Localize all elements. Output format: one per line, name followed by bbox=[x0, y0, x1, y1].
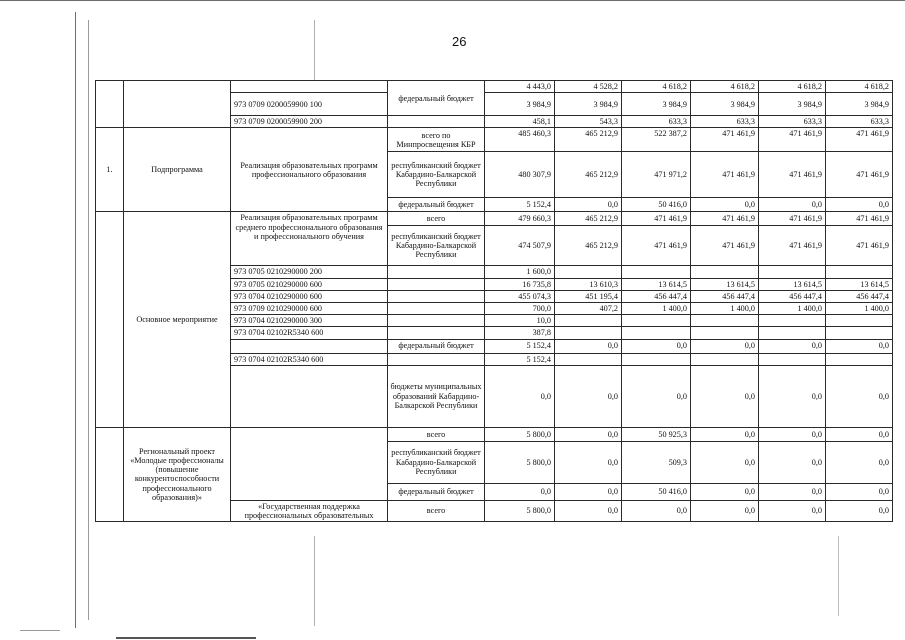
value-cell: 0,0 bbox=[826, 483, 893, 500]
code-cell bbox=[231, 339, 388, 353]
source-cell: федеральный бюджет bbox=[388, 81, 485, 116]
value-cell: 471 461,9 bbox=[691, 152, 759, 198]
source-cell bbox=[388, 290, 485, 302]
page-number: 26 bbox=[452, 34, 467, 49]
value-cell: 1 400,0 bbox=[691, 302, 759, 314]
value-cell bbox=[759, 353, 826, 365]
source-cell bbox=[388, 302, 485, 314]
value-cell: 471 461,9 bbox=[826, 226, 893, 266]
value-cell: 471 461,9 bbox=[622, 226, 691, 266]
name-cell: «Государственная поддержка профессиональных образовательных bbox=[231, 500, 388, 521]
value-cell: 0,0 bbox=[485, 483, 555, 500]
value-cell: 471 461,9 bbox=[691, 128, 759, 152]
source-cell: федеральный бюджет bbox=[388, 198, 485, 212]
number-cell bbox=[96, 212, 124, 427]
value-cell: 5 152,4 bbox=[485, 198, 555, 212]
value-cell: 479 660,3 bbox=[485, 212, 555, 226]
source-cell: всего bbox=[388, 500, 485, 521]
code-cell bbox=[231, 81, 388, 93]
type-cell: Региональный проект «Молодые профессионалы (повышение конкурентоспособности профессионального образования)» bbox=[124, 427, 231, 521]
value-cell: 1 400,0 bbox=[622, 302, 691, 314]
table-row bbox=[96, 212, 893, 226]
value-cell: 471 461,9 bbox=[759, 152, 826, 198]
value-cell: 471 461,9 bbox=[759, 128, 826, 152]
value-cell: 455 074,3 bbox=[485, 290, 555, 302]
value-cell: 0,0 bbox=[759, 500, 826, 521]
type-cell bbox=[124, 81, 231, 128]
value-cell: 509,3 bbox=[622, 441, 691, 483]
scan-left-tick bbox=[20, 630, 60, 631]
table-row bbox=[96, 427, 893, 441]
value-cell: 633,3 bbox=[691, 116, 759, 128]
value-cell: 465 212,9 bbox=[555, 226, 622, 266]
value-cell: 0,0 bbox=[759, 198, 826, 212]
value-cell: 471 461,9 bbox=[759, 226, 826, 266]
value-cell: 13 614,5 bbox=[826, 278, 893, 290]
value-cell: 3 984,9 bbox=[485, 93, 555, 116]
value-cell: 471 461,9 bbox=[691, 212, 759, 226]
value-cell: 633,3 bbox=[826, 116, 893, 128]
value-cell: 13 614,5 bbox=[759, 278, 826, 290]
value-cell: 480 307,9 bbox=[485, 152, 555, 198]
value-cell: 0,0 bbox=[759, 427, 826, 441]
value-cell: 16 735,8 bbox=[485, 278, 555, 290]
code-cell bbox=[231, 365, 388, 427]
code-cell: 973 0709 0200059900 200 bbox=[231, 116, 388, 128]
value-cell: 1 400,0 bbox=[759, 302, 826, 314]
name-cell: Реализация образовательных программ профессионального образования bbox=[231, 128, 388, 212]
source-cell bbox=[388, 266, 485, 278]
value-cell: 0,0 bbox=[826, 427, 893, 441]
scan-right-dash bbox=[838, 536, 839, 616]
number-cell: 1. bbox=[96, 128, 124, 212]
value-cell: 0,0 bbox=[622, 339, 691, 353]
value-cell: 0,0 bbox=[759, 365, 826, 427]
value-cell: 633,3 bbox=[622, 116, 691, 128]
source-cell: всего bbox=[388, 212, 485, 226]
value-cell bbox=[555, 327, 622, 339]
value-cell: 4 528,2 bbox=[555, 81, 622, 93]
value-cell: 0,0 bbox=[691, 427, 759, 441]
value-cell: 10,0 bbox=[485, 315, 555, 327]
value-cell bbox=[759, 266, 826, 278]
value-cell: 0,0 bbox=[826, 339, 893, 353]
value-cell: 5 152,4 bbox=[485, 353, 555, 365]
source-cell: республиканский бюджет Кабардино-Балкарской Республики bbox=[388, 226, 485, 266]
source-cell: республиканский бюджет Кабардино-Балкарской Республики bbox=[388, 152, 485, 198]
value-cell: 3 984,9 bbox=[826, 93, 893, 116]
value-cell bbox=[826, 315, 893, 327]
value-cell: 0,0 bbox=[555, 483, 622, 500]
scan-top-line bbox=[0, 0, 905, 1]
value-cell: 0,0 bbox=[555, 198, 622, 212]
number-cell bbox=[96, 427, 124, 521]
code-cell: 973 0704 02102R5340 600 bbox=[231, 327, 388, 339]
value-cell: 471 461,9 bbox=[759, 212, 826, 226]
source-cell bbox=[388, 327, 485, 339]
value-cell: 3 984,9 bbox=[622, 93, 691, 116]
value-cell: 4 618,2 bbox=[622, 81, 691, 93]
value-cell: 50 925,3 bbox=[622, 427, 691, 441]
value-cell: 0,0 bbox=[691, 441, 759, 483]
value-cell: 1 400,0 bbox=[826, 302, 893, 314]
value-cell: 13 614,5 bbox=[691, 278, 759, 290]
value-cell: 3 984,9 bbox=[691, 93, 759, 116]
value-cell bbox=[691, 266, 759, 278]
scan-left-line bbox=[75, 12, 76, 628]
value-cell bbox=[622, 266, 691, 278]
value-cell: 471 461,9 bbox=[826, 152, 893, 198]
value-cell bbox=[555, 315, 622, 327]
scan-left-line-inner bbox=[88, 20, 89, 620]
source-cell: федеральный бюджет bbox=[388, 483, 485, 500]
value-cell: 700,0 bbox=[485, 302, 555, 314]
value-cell: 0,0 bbox=[826, 365, 893, 427]
scan-bottom-line bbox=[116, 637, 256, 639]
code-cell: 973 0704 02102R5340 600 bbox=[231, 353, 388, 365]
source-cell: федеральный бюджет bbox=[388, 339, 485, 353]
value-cell bbox=[691, 315, 759, 327]
source-cell bbox=[388, 116, 485, 128]
value-cell: 543,3 bbox=[555, 116, 622, 128]
value-cell: 0,0 bbox=[759, 441, 826, 483]
value-cell: 4 443,0 bbox=[485, 81, 555, 93]
value-cell bbox=[826, 266, 893, 278]
code-cell: 973 0709 0210290000 600 bbox=[231, 302, 388, 314]
code-cell: 973 0704 0210290000 600 bbox=[231, 290, 388, 302]
value-cell: 465 212,9 bbox=[555, 152, 622, 198]
source-cell: бюджеты муниципальных образований Кабардино-Балкарской Республики bbox=[388, 365, 485, 427]
value-cell: 465 212,9 bbox=[555, 128, 622, 152]
name-cell: Реализация образовательных программ среднего профессионального образования и профессионального обучения bbox=[231, 212, 388, 266]
value-cell: 471 461,9 bbox=[622, 212, 691, 226]
code-cell: 973 0709 0200059900 100 bbox=[231, 93, 388, 116]
code-cell: 973 0704 0210290000 300 bbox=[231, 315, 388, 327]
number-cell bbox=[96, 81, 124, 128]
value-cell: 0,0 bbox=[691, 339, 759, 353]
value-cell: 50 416,0 bbox=[622, 483, 691, 500]
value-cell bbox=[622, 327, 691, 339]
value-cell: 13 610,3 bbox=[555, 278, 622, 290]
budget-table bbox=[95, 80, 893, 522]
source-cell bbox=[388, 315, 485, 327]
value-cell bbox=[759, 315, 826, 327]
value-cell: 471 461,9 bbox=[826, 212, 893, 226]
value-cell: 451 195,4 bbox=[555, 290, 622, 302]
value-cell: 465 212,9 bbox=[555, 212, 622, 226]
value-cell bbox=[622, 315, 691, 327]
value-cell: 0,0 bbox=[555, 365, 622, 427]
value-cell: 471 971,2 bbox=[622, 152, 691, 198]
value-cell: 407,2 bbox=[555, 302, 622, 314]
value-cell: 5 800,0 bbox=[485, 427, 555, 441]
type-cell: Основное мероприятие bbox=[124, 212, 231, 427]
value-cell bbox=[555, 353, 622, 365]
value-cell: 50 416,0 bbox=[622, 198, 691, 212]
value-cell: 456 447,4 bbox=[691, 290, 759, 302]
value-cell: 0,0 bbox=[691, 365, 759, 427]
scan-fold-line-lower bbox=[314, 536, 315, 626]
value-cell: 13 614,5 bbox=[622, 278, 691, 290]
value-cell: 387,8 bbox=[485, 327, 555, 339]
value-cell bbox=[826, 353, 893, 365]
value-cell: 4 618,2 bbox=[759, 81, 826, 93]
code-cell: 973 0705 0210290000 200 bbox=[231, 266, 388, 278]
value-cell: 0,0 bbox=[485, 365, 555, 427]
value-cell: 0,0 bbox=[826, 198, 893, 212]
value-cell: 0,0 bbox=[555, 339, 622, 353]
source-cell bbox=[388, 278, 485, 290]
name-cell bbox=[231, 427, 388, 500]
value-cell: 3 984,9 bbox=[555, 93, 622, 116]
type-cell: Подпрограмма bbox=[124, 128, 231, 212]
value-cell: 633,3 bbox=[759, 116, 826, 128]
value-cell: 0,0 bbox=[691, 483, 759, 500]
value-cell: 471 461,9 bbox=[826, 128, 893, 152]
value-cell bbox=[691, 353, 759, 365]
source-cell: всего по Минпросвещения КБР bbox=[388, 128, 485, 152]
value-cell: 0,0 bbox=[691, 500, 759, 521]
value-cell: 485 460,3 bbox=[485, 128, 555, 152]
table-row bbox=[96, 81, 893, 93]
value-cell: 471 461,9 bbox=[691, 226, 759, 266]
value-cell: 0,0 bbox=[826, 441, 893, 483]
value-cell: 0,0 bbox=[759, 339, 826, 353]
value-cell: 456 447,4 bbox=[759, 290, 826, 302]
scan-fold-line bbox=[314, 20, 315, 80]
value-cell: 474 507,9 bbox=[485, 226, 555, 266]
source-cell: республиканский бюджет Кабардино-Балкарской Республики bbox=[388, 441, 485, 483]
value-cell: 456 447,4 bbox=[622, 290, 691, 302]
value-cell: 522 387,2 bbox=[622, 128, 691, 152]
value-cell: 0,0 bbox=[555, 441, 622, 483]
value-cell: 0,0 bbox=[691, 198, 759, 212]
value-cell: 458,1 bbox=[485, 116, 555, 128]
value-cell: 0,0 bbox=[555, 500, 622, 521]
value-cell: 0,0 bbox=[555, 427, 622, 441]
value-cell: 0,0 bbox=[826, 500, 893, 521]
value-cell: 5 800,0 bbox=[485, 441, 555, 483]
value-cell bbox=[555, 266, 622, 278]
value-cell: 456 447,4 bbox=[826, 290, 893, 302]
value-cell bbox=[759, 327, 826, 339]
value-cell: 4 618,2 bbox=[691, 81, 759, 93]
value-cell: 4 618,2 bbox=[826, 81, 893, 93]
value-cell bbox=[622, 353, 691, 365]
source-cell: всего bbox=[388, 427, 485, 441]
value-cell bbox=[826, 327, 893, 339]
table-row bbox=[96, 128, 893, 152]
value-cell: 0,0 bbox=[759, 483, 826, 500]
value-cell: 5 152,4 bbox=[485, 339, 555, 353]
value-cell bbox=[691, 327, 759, 339]
source-cell bbox=[388, 353, 485, 365]
value-cell: 0,0 bbox=[622, 500, 691, 521]
value-cell: 3 984,9 bbox=[759, 93, 826, 116]
value-cell: 1 600,0 bbox=[485, 266, 555, 278]
value-cell: 0,0 bbox=[622, 365, 691, 427]
value-cell: 5 800,0 bbox=[485, 500, 555, 521]
code-cell: 973 0705 0210290000 600 bbox=[231, 278, 388, 290]
